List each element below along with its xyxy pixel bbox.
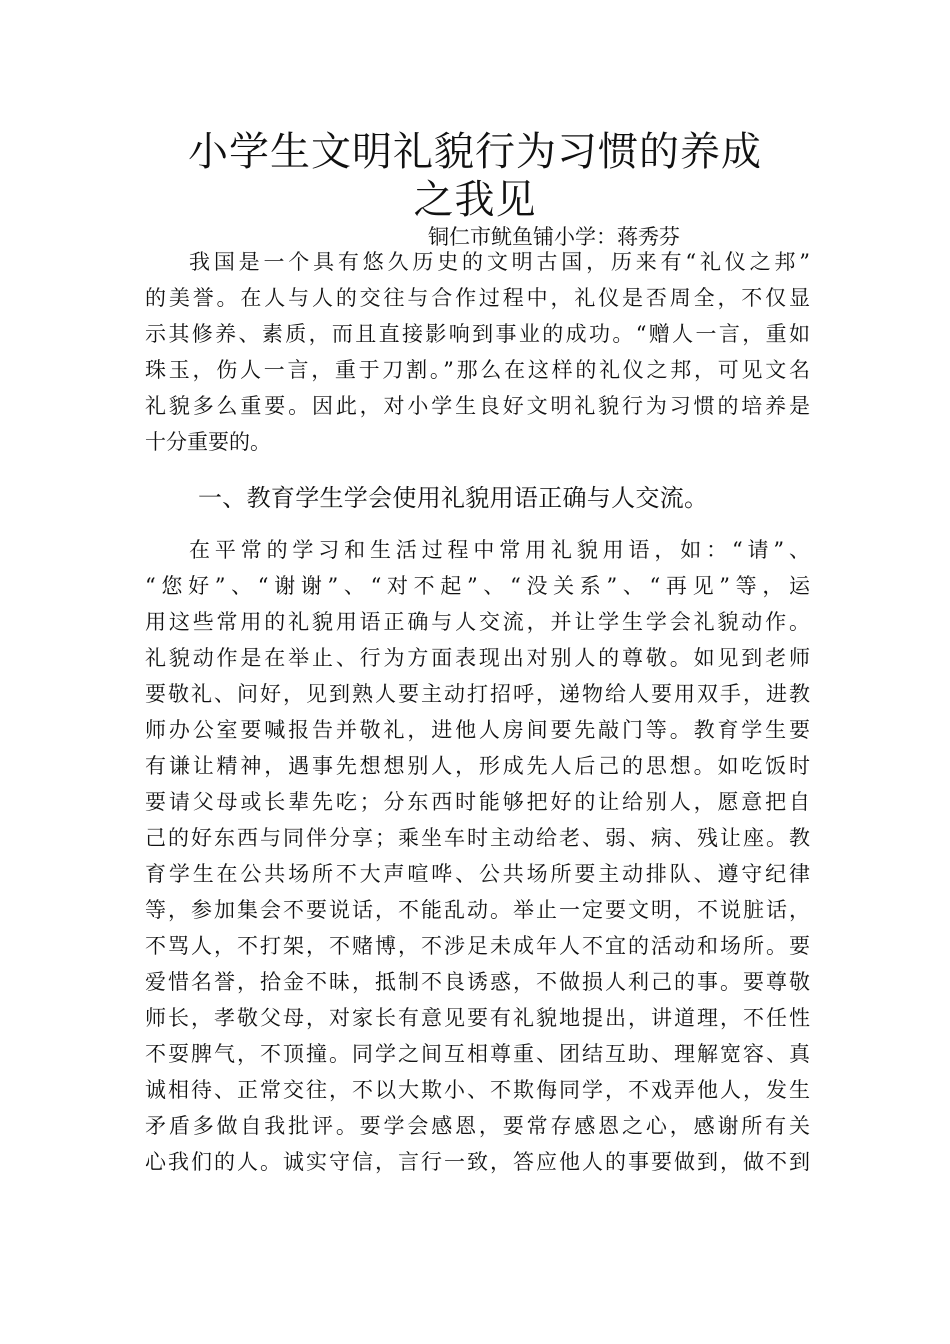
body-line: 要敬礼、问好，见到熟人要主动打招呼，递物给人要用双手，进教 (145, 682, 810, 706)
body-line: 要请父母或长辈先吃；分东西时能够把好的让给别人，愿意把自 (145, 790, 810, 814)
body-line: 不耍脾气，不顶撞。同学之间互相尊重、团结互助、理解宽容、真 (145, 1042, 810, 1066)
intro-line: 我国是一个具有悠久历史的文明古国，历来有“礼仪之邦” (189, 250, 810, 274)
author-line: 铜仁市鱿鱼铺小学：蒋秀芬 (428, 225, 680, 249)
body-line: 礼貌动作是在举止、行为方面表现出对别人的尊敬。如见到老师 (145, 646, 810, 670)
body-line: 爱惜名誉，拾金不昧，抵制不良诱惑，不做损人利己的事。要尊敬 (145, 970, 810, 994)
body-line: 用这些常用的礼貌用语正确与人交流，并让学生学会礼貌动作。 (145, 610, 810, 634)
body-line: 等，参加集会不要说话，不能乱动。举止一定要文明，不说脏话， (145, 898, 810, 922)
intro-paragraph (145, 244, 810, 460)
body-line: 不骂人，不打架，不赌博，不涉足未成年人不宜的活动和场所。要 (145, 934, 810, 958)
body-line: 师办公室要喊报告并敬礼，进他人房间要先敲门等。教育学生要 (145, 718, 810, 742)
intro-line: 礼貌多么重要。因此，对小学生良好文明礼貌行为习惯的培养是 (145, 394, 810, 418)
intro-line: 示其修养、素质，而且直接影响到事业的成功。“赠人一言，重如 (145, 322, 810, 346)
intro-line: 十分重要的。 (145, 430, 271, 454)
body-line: 诚相待、正常交往，不以大欺小、不欺侮同学，不戏弄他人，发生 (145, 1078, 810, 1102)
document-title-line-1: 小学生文明礼貌行为习惯的养成 (188, 129, 762, 175)
body-line: 在平常的学习和生活过程中常用礼貌用语，如：“请”、 (189, 538, 810, 562)
body-line: 矛盾多做自我批评。要学会感恩，要常存感恩之心，感谢所有关 (145, 1114, 810, 1138)
body-line: 心我们的人。诚实守信，言行一致，答应他人的事要做到，做不到 (145, 1150, 810, 1174)
document-title-line-2: 之我见 (413, 177, 537, 223)
intro-line: 珠玉，伤人一言，重于刀割。”那么在这样的礼仪之邦，可见文名 (145, 358, 810, 382)
body-line: 有谦让精神，遇事先想想别人，形成先人后己的思想。如吃饭时 (145, 754, 810, 778)
section-1-paragraph (145, 532, 810, 1180)
intro-line: 的美誉。在人与人的交往与合作过程中，礼仪是否周全，不仅显 (145, 286, 810, 310)
body-line: 育学生在公共场所不大声喧哗、公共场所要主动排队、遵守纪律 (145, 862, 810, 886)
body-line: 己的好东西与同伴分享；乘坐车时主动给老、弱、病、残让座。教 (145, 826, 810, 850)
body-line: “您好”、“谢谢”、“对不起”、“没关系”、“再见”等，运 (145, 574, 810, 598)
body-line: 师长，孝敬父母，对家长有意见要有礼貌地提出，讲道理，不任性 (145, 1006, 810, 1030)
section-1-heading: 一、教育学生学会使用礼貌用语正确与人交流。 (198, 484, 709, 512)
